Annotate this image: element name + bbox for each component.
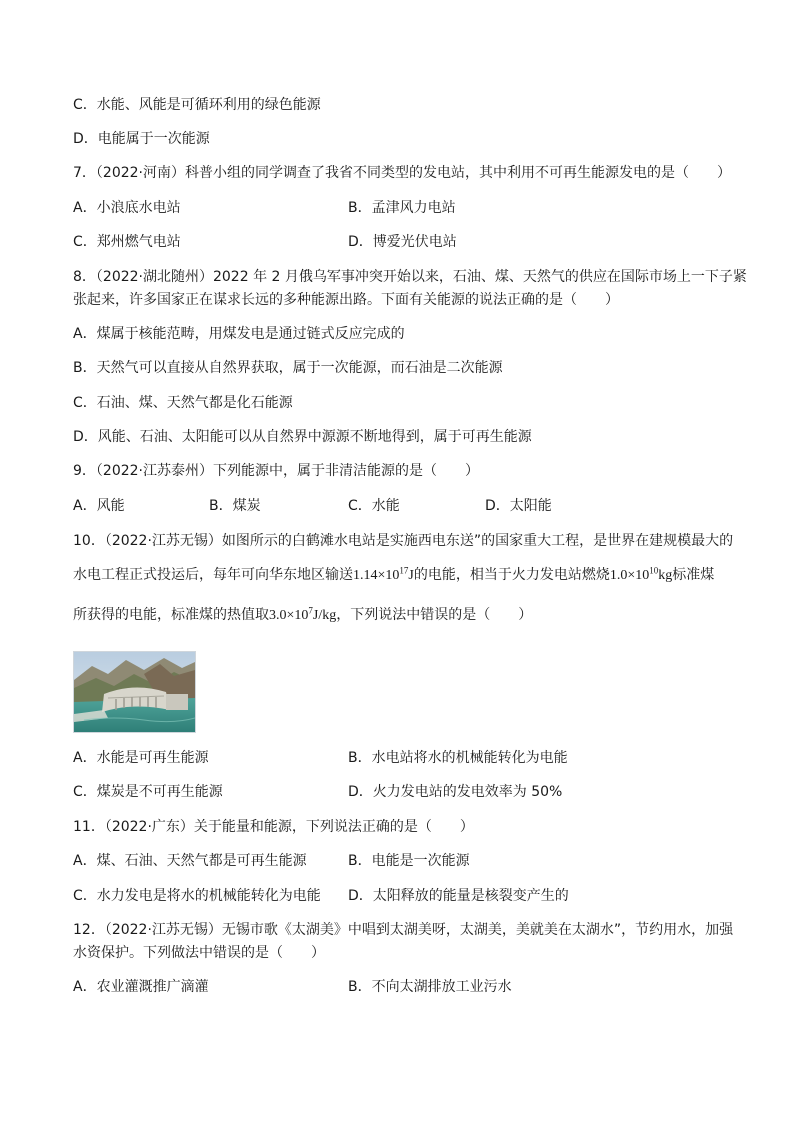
q8-option-b: B．天然气可以直接从自然界获取，属于一次能源，而石油是二次能源 xyxy=(73,360,503,376)
hydropower-dam-photo xyxy=(73,651,196,733)
q10-option-d: D．火力发电站的发电效率为 50% xyxy=(348,784,563,800)
q12-stem-line2: 水资保护。下列做法中错误的是（ ） xyxy=(73,945,325,961)
q7-option-a: A．小浪底水电站 xyxy=(73,200,181,216)
energy-unit: J xyxy=(408,568,414,583)
heat-unit: J/kg xyxy=(312,608,337,623)
dam-illustration xyxy=(74,652,195,732)
q11-option-a: A．煤、石油、天然气都是可再生能源 xyxy=(73,853,307,869)
q8-option-c: C．石油、煤、天然气都是化石能源 xyxy=(73,395,293,411)
q9-option-c: C．水能 xyxy=(348,498,400,514)
coal-unit: kg xyxy=(658,568,673,583)
q10-text-a: 水电工程正式投运后，每年可向华东地区输送 xyxy=(73,567,353,583)
q7-stem: 7．（2022·河南）科普小组的同学调查了我省不同类型的发电站，其中利用不可再生能源发电的是（ ） xyxy=(73,165,731,181)
coal-exponent: 10 xyxy=(649,565,659,576)
q10-stem-line1: 10．（2022·江苏无锡）如图所示的白鹤滩水电站是实施西电东送”的国家重大工程，是世界在建规模最大的 xyxy=(73,533,734,549)
q12-option-a: A．农业灌溉推广滴灌 xyxy=(73,979,209,995)
q10-text-b: 的电能，相当于火力发电站燃烧 xyxy=(413,567,610,583)
q10-heat-formula xyxy=(269,605,337,623)
q10-energy-formula xyxy=(353,565,414,583)
q12-stem-line1: 12．（2022·江苏无锡）无锡市歌《太湖美》中唱到太湖美呀，太湖美，美就美在太湖水”，节约用水，加强 xyxy=(73,922,734,938)
q11-stem: 11．（2022·广东）关于能量和能源，下列说法正确的是（ ） xyxy=(73,819,474,835)
q7-option-c: C．郑州燃气电站 xyxy=(73,234,181,250)
q10-option-c: C．煤炭是不可再生能源 xyxy=(73,784,223,800)
q8-option-d: D．风能、石油、太阳能可以从自然界中源源不断地得到，属于可再生能源 xyxy=(73,429,532,445)
q10-stem-line3 xyxy=(73,605,532,626)
q10-text-d: 所获得的电能，标准煤的热值取 xyxy=(73,607,269,623)
q10-option-a: A．水能是可再生能源 xyxy=(73,750,209,766)
q8-option-a: A．煤属于核能范畴，用煤发电是通过链式反应完成的 xyxy=(73,326,405,342)
q8-stem-line2: 张起来，许多国家正在谋求长远的多种能源出路。下面有关能源的说法正确的是（ ） xyxy=(73,292,619,308)
q11-option-d: D．太阳释放的能量是核裂变产生的 xyxy=(348,888,569,904)
q11-option-c: C．水力发电是将水的机械能转化为电能 xyxy=(73,888,321,904)
q7-option-b: B．孟津风力电站 xyxy=(348,200,456,216)
q6-option-c: C．水能、风能是可循环利用的绿色能源 xyxy=(73,97,321,113)
q10-text-c: 标准煤 xyxy=(672,567,715,583)
q6-option-d: D．电能属于一次能源 xyxy=(73,131,210,147)
q10-option-b: B．水电站将水的机械能转化为电能 xyxy=(348,750,568,766)
energy-exponent: 17 xyxy=(399,565,409,576)
q9-option-a: A．风能 xyxy=(73,498,125,514)
q9-stem: 9．（2022·江苏泰州）下列能源中，属于非清洁能源的是（ ） xyxy=(73,463,479,479)
q10-coal-formula xyxy=(609,565,673,583)
energy-coefficient: 1.14×10 xyxy=(353,568,400,583)
q7-option-d: D．博爱光伏电站 xyxy=(348,234,457,250)
q12-option-b: B．不向太湖排放工业污水 xyxy=(348,979,512,995)
coal-coefficient: 1.0×10 xyxy=(609,568,650,583)
q8-stem-line1: 8．（2022·湖北随州）2022 年 2 月俄乌军事冲突开始以来，石油、煤、天然气的供应在国际市场上一下子紧 xyxy=(73,269,747,285)
q11-option-b: B．电能是一次能源 xyxy=(348,853,470,869)
q9-option-b: B．煤炭 xyxy=(209,498,261,514)
q10-stem-line2 xyxy=(73,565,714,586)
q9-option-d: D．太阳能 xyxy=(485,498,552,514)
heat-coefficient: 3.0×10 xyxy=(269,608,309,623)
heat-exponent: 7 xyxy=(308,605,313,616)
q10-text-e: ，下列说法中错误的是（ ） xyxy=(336,607,533,623)
